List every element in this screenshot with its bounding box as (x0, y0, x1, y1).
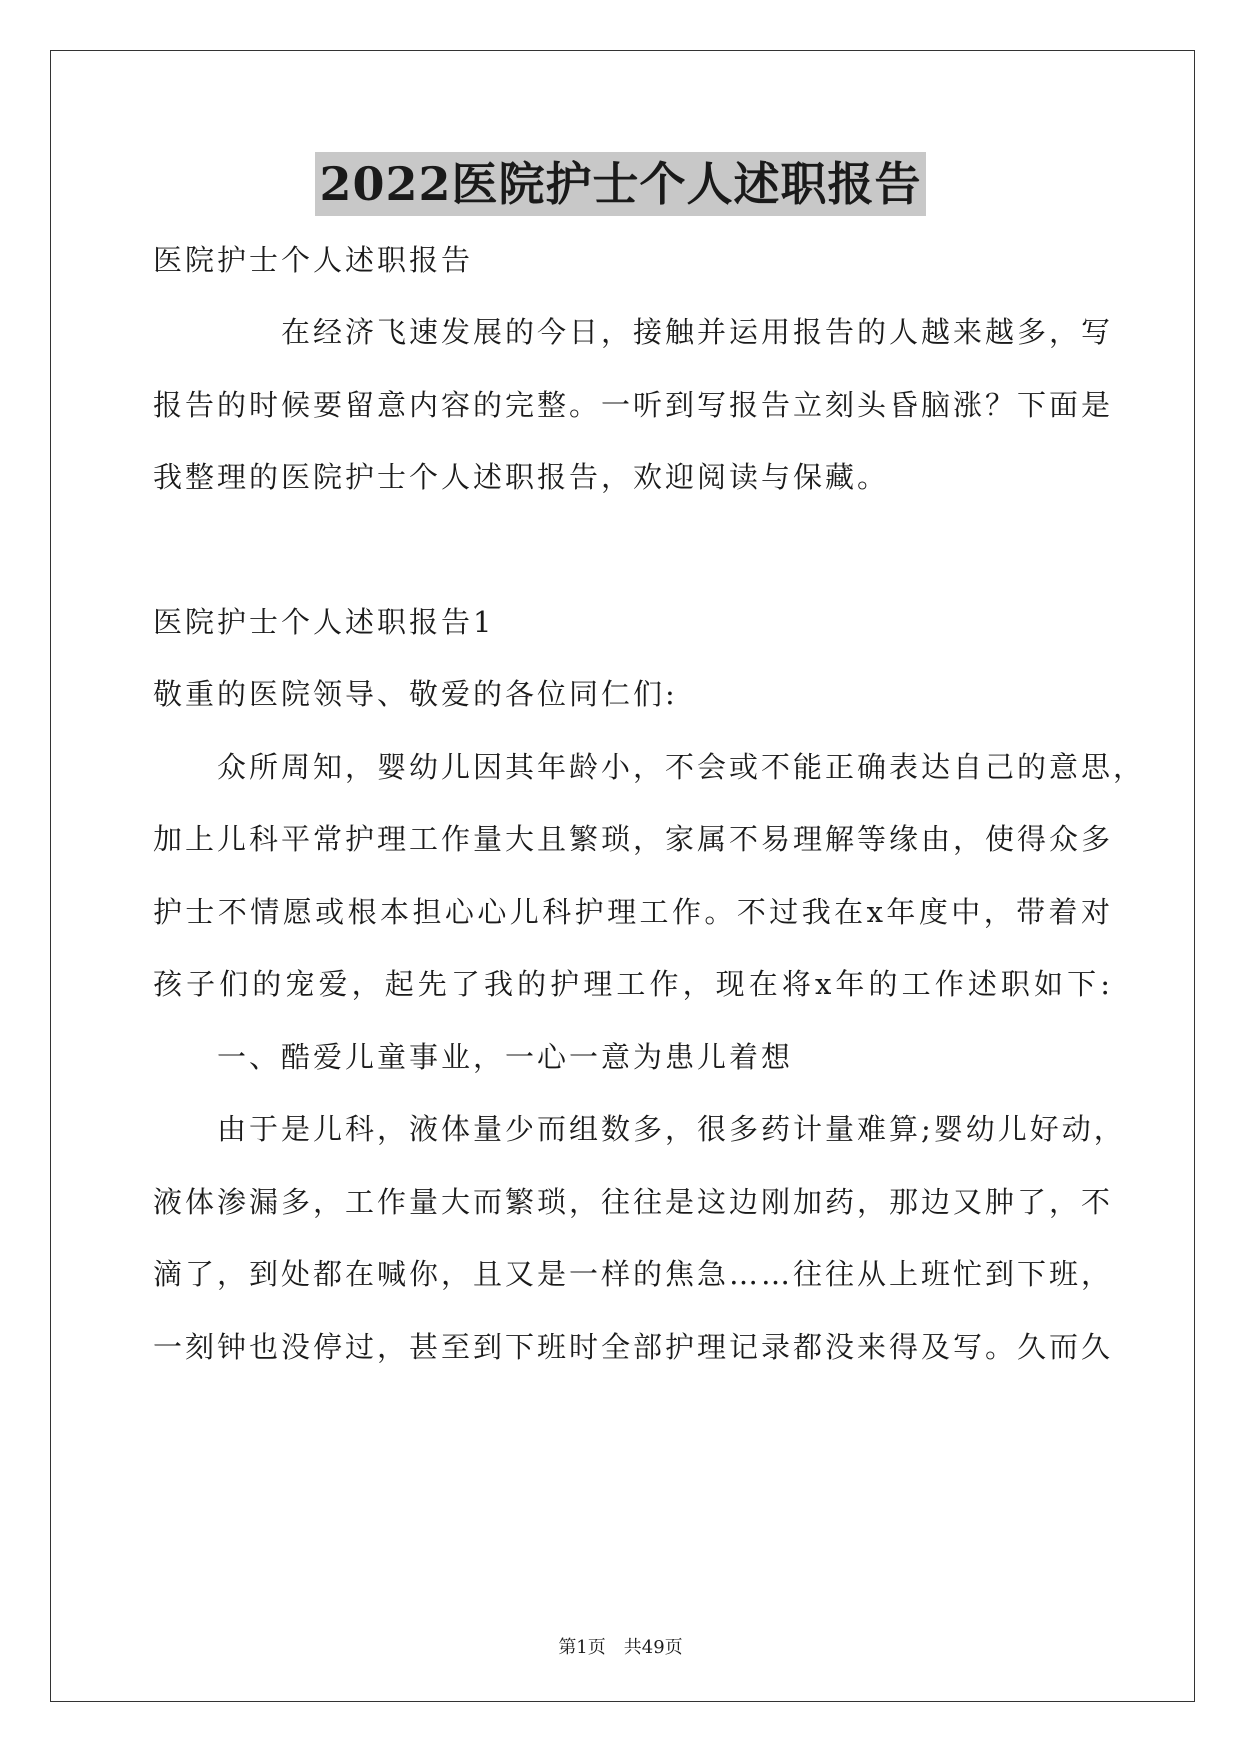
title-container (0, 152, 1241, 216)
section-heading: 医院护士个人述职报告1 (153, 605, 495, 639)
paragraph-line: 报告的时候要留意内容的完整。一听到写报告立刻头昏脑涨？下面是 (153, 388, 1114, 422)
page-border (50, 50, 1195, 1702)
document-title: 2022医院护士个人述职报告 (315, 152, 925, 216)
section-subheading: 一、酷爱儿童事业，一心一意为患儿着想 (153, 1040, 794, 1074)
salutation-line: 敬重的医院领导、敬爱的各位同仁们: (153, 677, 678, 711)
paragraph-line: 在经济飞速发展的今日，接触并运用报告的人越来越多，写 (153, 315, 1114, 349)
page-footer: 第1页 共49页 (558, 1637, 683, 1658)
subtitle-line: 医院护士个人述职报告 (153, 243, 474, 277)
paragraph-line: 加上儿科平常护理工作量大且繁琐，家属不易理解等缘由，使得众多 (153, 822, 1114, 856)
paragraph-line: 由于是儿科，液体量少而组数多，很多药计量难算;婴幼儿好动， (153, 1112, 1126, 1146)
paragraph-line: 护士不情愿或根本担心心儿科护理工作。不过我在x年度中，带着对 (153, 895, 1113, 929)
paragraph-line: 众所周知，婴幼儿因其年龄小，不会或不能正确表达自己的意思， (153, 750, 1146, 784)
paragraph-line: 滴了，到处都在喊你，且又是一样的焦急……往往从上班忙到下班， (153, 1257, 1114, 1291)
paragraph-line: 孩子们的宠爱，起先了我的护理工作，现在将x年的工作述职如下: (153, 967, 1113, 1001)
paragraph-line: 一刻钟也没停过，甚至到下班时全部护理记录都没来得及写。久而久 (153, 1330, 1114, 1364)
paragraph-line: 液体渗漏多，工作量大而繁琐，往往是这边刚加药，那边又肿了，不 (153, 1185, 1114, 1219)
paragraph-line: 我整理的医院护士个人述职报告，欢迎阅读与保藏。 (153, 460, 890, 494)
